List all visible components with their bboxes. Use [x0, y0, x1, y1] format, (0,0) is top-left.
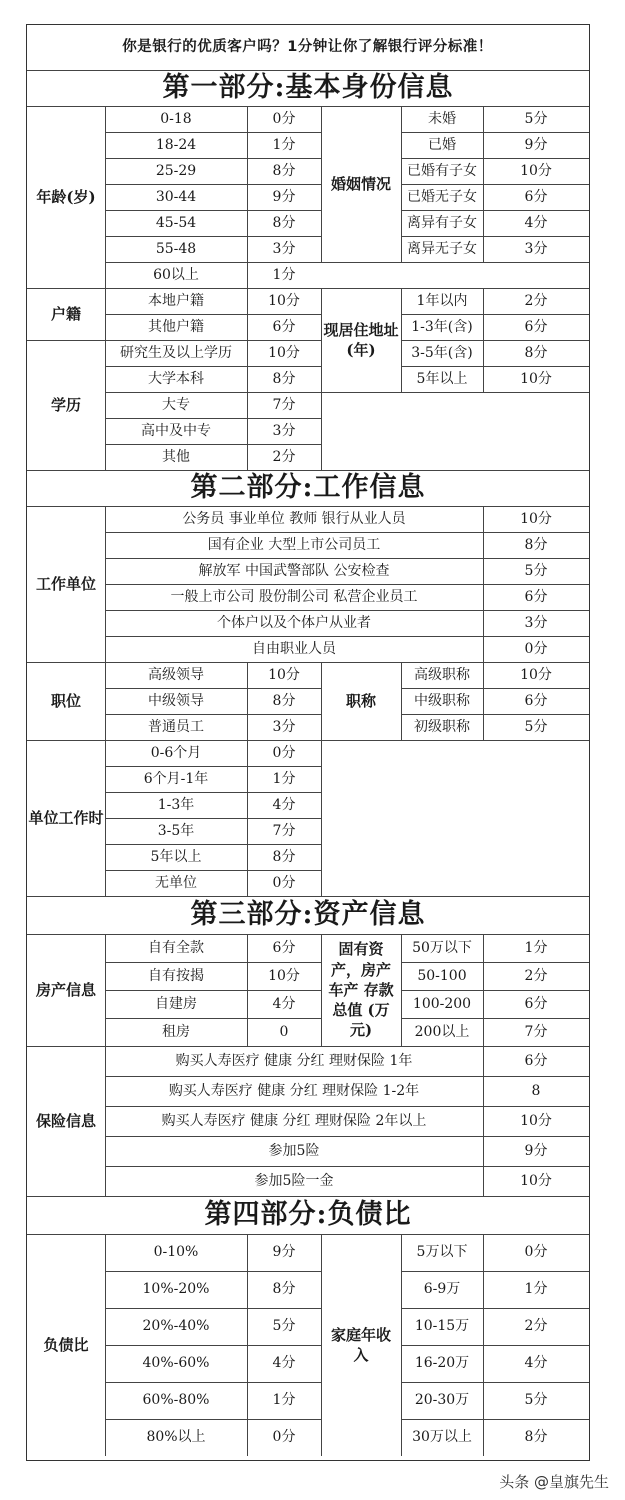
debt-score: 4分	[272, 1355, 296, 1372]
jobtitle-label: 职称	[345, 691, 376, 710]
grid-line	[105, 740, 106, 896]
position-label: 职位	[50, 691, 81, 710]
marriage-item: 已婚无子女	[407, 188, 477, 205]
insurance-score: 10分	[520, 1172, 552, 1189]
fixed_assets-score: 1分	[524, 939, 548, 956]
residence-label: 现居住地址(年)	[323, 320, 399, 359]
property-score: 10分	[268, 967, 300, 984]
grid-line	[105, 1046, 106, 1196]
grid-line	[247, 340, 248, 470]
watermark: 头条 @皇旗先生	[499, 1473, 609, 1491]
insurance-item: 参加5险	[268, 1142, 320, 1159]
jobtitle-score: 6分	[524, 692, 548, 709]
employer-score: 5分	[524, 562, 548, 579]
fixed_assets-item: 50万以下	[412, 939, 472, 956]
income-item: 10-15万	[414, 1318, 470, 1335]
fixed_assets-item: 200以上	[414, 1023, 470, 1040]
income-item: 16-20万	[414, 1355, 470, 1372]
grid-line	[483, 1046, 484, 1196]
income-score: 5分	[524, 1392, 548, 1409]
income-score: 4分	[524, 1355, 548, 1372]
tenure-item: 5年以上	[150, 848, 202, 865]
employer-item: 公务员 事业单位 教师 银行从业人员	[182, 510, 406, 527]
hukou-item: 本地户籍	[148, 292, 204, 309]
grid-line	[105, 288, 106, 340]
tenure-score: 0分	[272, 874, 296, 891]
section-heading-4: 第四部分:负债比	[204, 1198, 412, 1230]
marriage-item: 已婚有子女	[407, 162, 477, 179]
insurance-item: 参加5险一金	[254, 1172, 334, 1189]
jobtitle-score: 10分	[520, 666, 552, 683]
grid-line	[247, 1234, 248, 1456]
employer-score: 10分	[520, 510, 552, 527]
age-score: 1分	[272, 266, 296, 283]
grid-line	[321, 934, 322, 1046]
income-item: 6-9万	[423, 1281, 461, 1298]
marriage-item: 离异无子女	[407, 240, 477, 257]
fixed-assets-label: 固有资产，房产 车产 存款总值 (万元)	[328, 940, 394, 1040]
income-score: 1分	[524, 1281, 548, 1298]
insurance-score: 6分	[524, 1052, 548, 1069]
page-title: 你是银行的优质客户吗？1分钟让你了解银行评分标准！	[122, 38, 493, 55]
employer-score: 8分	[524, 536, 548, 553]
marriage-item: 未婚	[428, 110, 456, 127]
marriage-score: 5分	[524, 110, 548, 127]
fixed_assets-item: 100-200	[412, 995, 472, 1012]
debt-item: 80%以上	[146, 1429, 206, 1446]
education-item: 其他	[162, 448, 190, 465]
debt-score: 9分	[272, 1244, 296, 1261]
debt-item: 10%-20%	[142, 1281, 210, 1298]
residence-score: 8分	[524, 344, 548, 361]
property-score: 6分	[272, 939, 296, 956]
marriage-item: 离异有子女	[407, 214, 477, 231]
employer-score: 0分	[524, 640, 548, 657]
position-item: 普通员工	[148, 718, 204, 735]
insurance-label: 保险信息	[35, 1111, 96, 1130]
residence-score: 10分	[520, 370, 552, 387]
grid-line	[247, 740, 248, 896]
jobtitle-item: 初级职称	[414, 718, 470, 735]
age-score: 3分	[272, 240, 296, 257]
jobtitle-item: 中级职称	[414, 692, 470, 709]
grid-line	[247, 934, 248, 1046]
marriage-score: 3分	[524, 240, 548, 257]
education-item: 高中及中专	[141, 422, 211, 439]
debt-score: 1分	[272, 1392, 296, 1409]
grid-line	[105, 1234, 106, 1456]
marriage-score: 9分	[524, 136, 548, 153]
position-score: 8分	[272, 692, 296, 709]
insurance-score: 8	[531, 1082, 541, 1099]
grid-line	[105, 662, 106, 740]
employer-item: 一般上市公司 股份制公司 私营企业员工	[170, 588, 418, 605]
tenure-score: 8分	[272, 848, 296, 865]
debt-score: 8分	[272, 1281, 296, 1298]
grid-line	[483, 662, 484, 740]
age-score: 1分	[272, 136, 296, 153]
grid-line	[105, 506, 106, 662]
debt-item: 60%-80%	[142, 1392, 210, 1409]
debt-score: 5分	[272, 1318, 296, 1335]
property-item: 自建房	[155, 995, 197, 1012]
tenure-item: 无单位	[155, 874, 197, 891]
marriage-score: 4分	[524, 214, 548, 231]
residence-score: 6分	[524, 318, 548, 335]
grid-line	[247, 662, 248, 740]
age-item: 0-18	[160, 110, 192, 127]
residence-item: 5年以上	[416, 370, 468, 387]
education-score: 10分	[268, 344, 300, 361]
income-score: 8分	[524, 1429, 548, 1446]
grid-line	[483, 288, 484, 392]
grid-line	[401, 1234, 402, 1456]
income-score: 0分	[524, 1244, 548, 1261]
debt-item: 20%-40%	[142, 1318, 210, 1335]
property-item: 自有全款	[148, 939, 204, 956]
tenure-item: 1-3年	[157, 796, 195, 813]
debt-score: 0分	[272, 1429, 296, 1446]
education-item: 研究生及以上学历	[120, 344, 232, 361]
age-score: 8分	[272, 162, 296, 179]
marriage-label: 婚姻情况	[330, 174, 391, 193]
age-score: 9分	[272, 188, 296, 205]
marriage-score: 10分	[520, 162, 552, 179]
section-heading-1: 第一部分:基本身份信息	[162, 71, 454, 103]
age-item: 55-48	[155, 240, 197, 257]
age-item: 25-29	[155, 162, 197, 179]
income-score: 2分	[524, 1318, 548, 1335]
tenure-score: 1分	[272, 770, 296, 787]
grid-line	[321, 740, 322, 896]
position-item: 中级领导	[148, 692, 204, 709]
insurance-item: 购买人寿医疗 健康 分红 理财保险 1年	[175, 1052, 413, 1069]
scoring-table	[26, 24, 590, 1461]
fixed_assets-item: 50-100	[417, 967, 467, 984]
age-score: 8分	[272, 214, 296, 231]
tenure-item: 3-5年	[157, 822, 195, 839]
employer-item: 个体户以及个体户从业者	[217, 614, 371, 631]
insurance-score: 9分	[524, 1142, 548, 1159]
education-item: 大专	[162, 396, 190, 413]
income-item: 5万以下	[416, 1244, 468, 1261]
grid-line	[321, 262, 589, 263]
income-item: 20-30万	[414, 1392, 470, 1409]
property-score: 0	[279, 1023, 289, 1040]
grid-line	[105, 934, 106, 1046]
age-item: 60以上	[153, 266, 199, 283]
grid-line	[401, 934, 402, 1046]
debt-item: 40%-60%	[142, 1355, 210, 1372]
jobtitle-score: 5分	[524, 718, 548, 735]
position-score: 10分	[268, 666, 300, 683]
tenure-score: 0分	[272, 744, 296, 761]
residence-item: 1-3年(含)	[411, 318, 473, 335]
grid-line	[483, 934, 484, 1046]
tenure-item: 0-6个月	[150, 744, 202, 761]
jobtitle-item: 高级职称	[414, 666, 470, 683]
age-item: 30-44	[155, 188, 197, 205]
fixed_assets-score: 7分	[524, 1023, 548, 1040]
education-score: 2分	[272, 448, 296, 465]
age-item: 18-24	[155, 136, 197, 153]
grid-line	[321, 1234, 322, 1456]
tenure-label: 单位工作时	[28, 808, 104, 827]
education-score: 3分	[272, 422, 296, 439]
income-item: 30万以上	[412, 1429, 472, 1446]
grid-line	[483, 506, 484, 662]
residence-item: 3-5年(含)	[411, 344, 473, 361]
property-item: 自有按揭	[148, 967, 204, 984]
education-item: 大学本科	[148, 370, 204, 387]
insurance-score: 10分	[520, 1112, 552, 1129]
position-score: 3分	[272, 718, 296, 735]
grid-line	[321, 392, 589, 393]
marriage-item: 已婚	[428, 136, 456, 153]
debt-label: 负债比	[43, 1335, 89, 1354]
insurance-item: 购买人寿医疗 健康 分红 理财保险 1-2年	[168, 1082, 420, 1099]
education-score: 7分	[272, 396, 296, 413]
grid-line	[105, 106, 106, 288]
education-score: 8分	[272, 370, 296, 387]
residence-score: 2分	[524, 292, 548, 309]
hukou-score: 6分	[272, 318, 296, 335]
grid-line	[401, 106, 402, 262]
grid-line	[401, 288, 402, 392]
grid-line	[483, 106, 484, 262]
grid-line	[105, 340, 106, 470]
property-score: 4分	[272, 995, 296, 1012]
age-label: 年龄(岁)	[36, 187, 96, 206]
age-item: 45-54	[155, 214, 197, 231]
section-heading-2: 第二部分:工作信息	[190, 471, 426, 503]
section-heading-3: 第三部分:资产信息	[190, 898, 426, 930]
tenure-score: 4分	[272, 796, 296, 813]
employer-score: 3分	[524, 614, 548, 631]
income-label: 家庭年收入	[330, 1325, 391, 1364]
employer-label: 工作单位	[35, 574, 96, 593]
tenure-item: 6个月-1年	[143, 770, 209, 787]
education-label: 学历	[50, 395, 81, 414]
residence-item: 1年以内	[416, 292, 468, 309]
hukou-label: 户籍	[50, 304, 81, 323]
marriage-score: 6分	[524, 188, 548, 205]
grid-line	[483, 1234, 484, 1456]
property-item: 租房	[162, 1023, 190, 1040]
grid-line	[401, 662, 402, 740]
tenure-score: 7分	[272, 822, 296, 839]
employer-item: 解放军 中国武警部队 公安检查	[198, 562, 390, 579]
fixed_assets-score: 2分	[524, 967, 548, 984]
employer-item: 自由职业人员	[252, 640, 336, 657]
position-item: 高级领导	[148, 666, 204, 683]
debt-item: 0-10%	[153, 1244, 199, 1261]
grid-line	[247, 288, 248, 340]
employer-item: 国有企业 大型上市公司员工	[207, 536, 381, 553]
employer-score: 6分	[524, 588, 548, 605]
hukou-item: 其他户籍	[148, 318, 204, 335]
age-score: 0分	[272, 110, 296, 127]
insurance-item: 购买人寿医疗 健康 分红 理财保险 2年以上	[161, 1112, 427, 1129]
fixed_assets-score: 6分	[524, 995, 548, 1012]
grid-line	[247, 106, 248, 288]
property-label: 房产信息	[35, 980, 96, 999]
hukou-score: 10分	[268, 292, 300, 309]
